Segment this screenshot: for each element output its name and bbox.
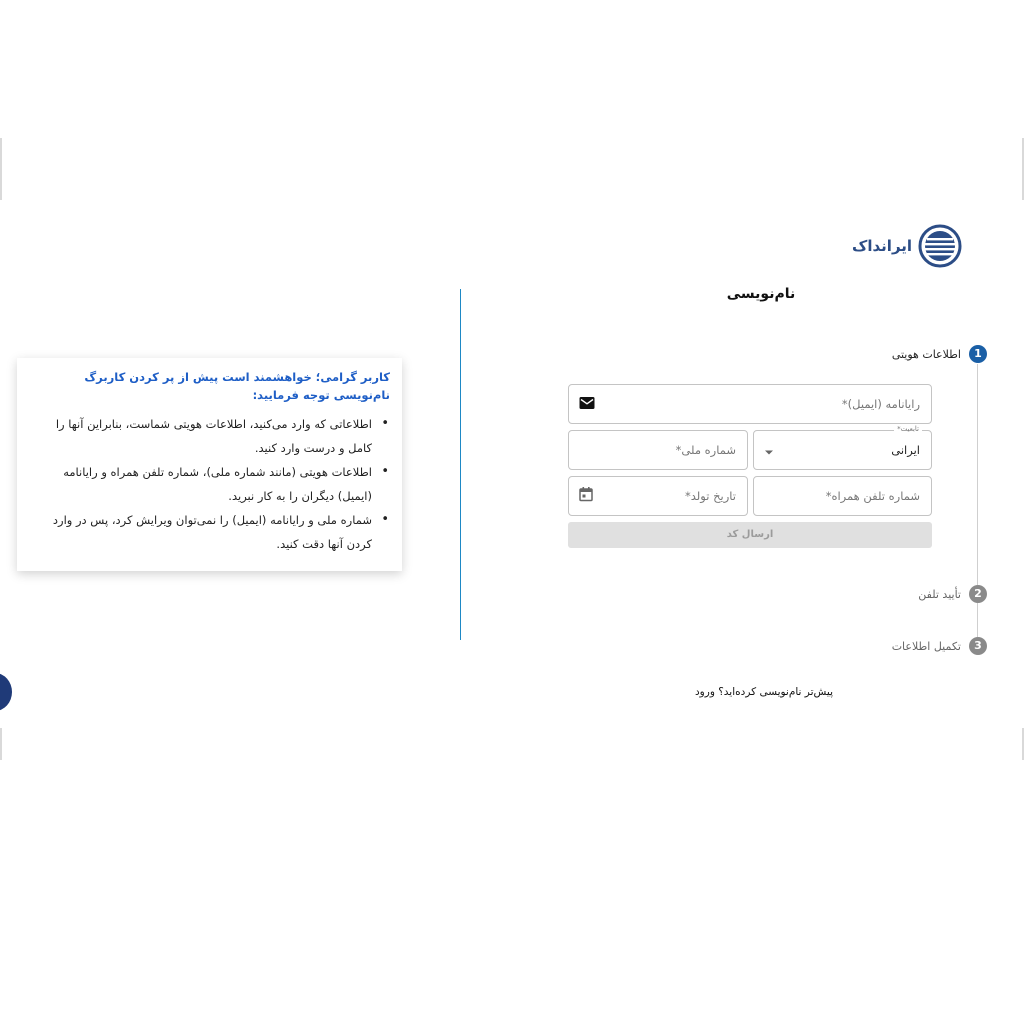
birth-date-field[interactable] (568, 476, 748, 516)
step-number: 3 (969, 637, 987, 655)
step-number: 2 (969, 585, 987, 603)
login-link[interactable]: پیش‌تر نام‌نویسی کرده‌اید؟ ورود (695, 686, 833, 698)
logo-icon (918, 224, 962, 268)
step-complete-info (892, 637, 987, 655)
birth-date-placeholder: تاریخ تولد* (685, 489, 736, 503)
email-placeholder: رایانامه (ایمیل)* (841, 397, 920, 411)
notice-item: • شماره ملی و رایانامه (ایمیل) را نمی‌توان ویرایش کرد، پس در وارد کردن آنها دقت کنید. (29, 508, 372, 556)
calendar-icon[interactable] (579, 487, 593, 506)
mobile-placeholder: شماره تلفن همراه* (825, 489, 920, 503)
notice-card (17, 358, 402, 571)
support-chat-button[interactable] (0, 673, 12, 711)
send-code-button[interactable]: ارسال کد (568, 522, 932, 548)
brand-logo[interactable] (852, 224, 962, 268)
step-identity (892, 345, 987, 363)
stepper-connector (977, 603, 978, 637)
nationality-value: ایرانی (891, 443, 920, 457)
notice-item: • اطلاعات هویتی (مانند شماره ملی)، شماره تلفن همراه و رایانامه (ایمیل) دیگران را به کار نبرید. (29, 460, 372, 508)
nationality-select[interactable] (753, 425, 932, 470)
mobile-field[interactable] (753, 476, 932, 516)
notice-item: • اطلاعاتی که وارد می‌کنید، اطلاعات هویتی شماست، بنابراین آنها را کامل و درست وارد کنید. (29, 412, 372, 460)
nationality-label: تابعیت* (894, 425, 922, 433)
email-field[interactable] (568, 384, 932, 424)
notice-title: کاربر گرامی؛ خواهشمند است پیش از پر کردن کاربرگ نام‌نویسی توجه فرمایید: (84, 370, 390, 402)
edge-marker-left-top (0, 138, 2, 200)
step-number: 1 (969, 345, 987, 363)
step-label: تأیید تلفن (918, 587, 961, 601)
step-phone-verify (918, 585, 987, 603)
national-id-placeholder: شماره ملی* (675, 443, 736, 457)
step-label: تکمیل اطلاعات (891, 639, 961, 653)
dropdown-arrow-icon (764, 441, 774, 460)
brand-name: ایرانداک (852, 237, 913, 255)
edge-marker-left-bottom (0, 728, 2, 760)
vertical-divider (460, 289, 461, 640)
stepper-connector (977, 364, 978, 585)
notice-list (29, 412, 390, 556)
mail-icon (579, 395, 595, 414)
national-id-field[interactable] (568, 430, 748, 470)
page-title: نام‌نویسی (726, 286, 796, 302)
step-label: اطلاعات هویتی (891, 347, 961, 361)
